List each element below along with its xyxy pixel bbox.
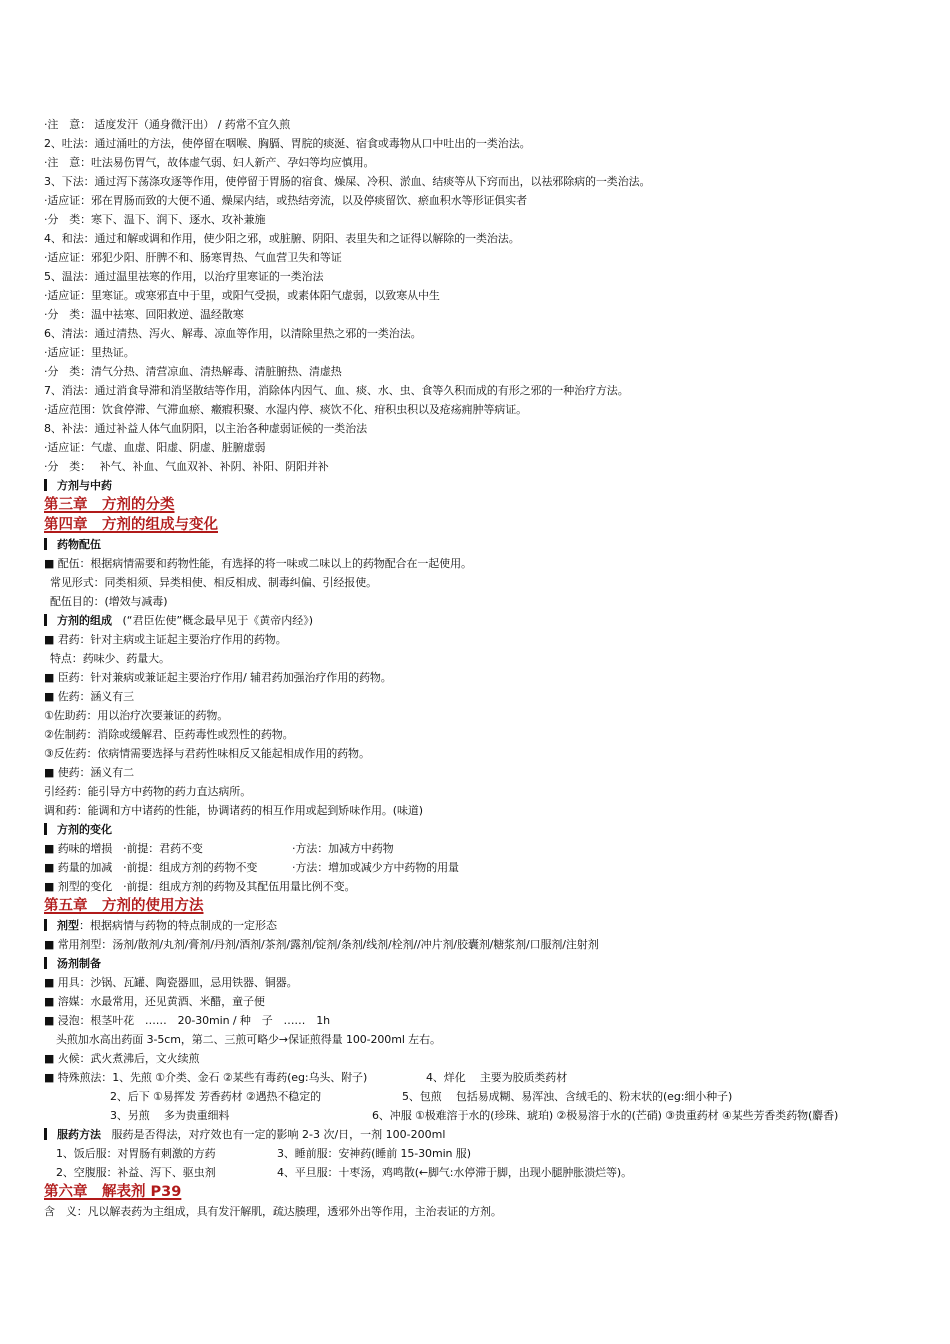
section-bar xyxy=(44,823,47,835)
text-col: 6、冲服 ①极难溶于水的(珍珠、琥珀) ②极易溶于水的(芒硝) ③贵重药材 ④某些芳香类药物(麝香) xyxy=(372,1109,839,1122)
text-col: 1、饭后服：对胃肠有刺激的方药 xyxy=(56,1147,216,1160)
text-col: 4、平旦服：十枣汤，鸡鸣散(←脚气:水停滞于脚，出现小腿肿胀溃烂等)。 xyxy=(277,1166,633,1179)
text-line: ■ 浸泡：根茎叶花 …… 20-30min / 种 子 …… 1h xyxy=(44,1014,330,1027)
section-bar xyxy=(44,614,47,626)
text-line: ·分 类：温中祛寒、回阳救逆、温经散寒 xyxy=(44,308,244,321)
text-line xyxy=(44,1144,914,1163)
text-line: ■ 常用剂型：汤剂/散剂/丸剂/膏剂/丹剂/酒剂/茶剂/露剂/锭剂/条剂/线剂/栓剂//冲片剂/胶囊剂/糖浆剂/口服剂/注射剂 xyxy=(44,938,599,951)
section-note: 服药是否得法，对疗效也有一定的影响 2-3 次/日，一剂 100-200ml xyxy=(111,1128,446,1141)
text-line: ·分 类：清气分热、清营凉血、清热解毒、清脏腑热、清虚热 xyxy=(44,365,342,378)
section-title: 方剂的变化 xyxy=(57,823,112,836)
text-line: 含 义：凡以解表药为主组成，具有发汗解肌，疏达腠理，透邪外出等作用，主治表证的方剂。 xyxy=(44,1205,502,1218)
text-line: 头煎加水高出药面 3-5cm，第二、三煎可略少→保证煎得量 100-200ml 左右。 xyxy=(56,1033,441,1046)
section-heading xyxy=(44,954,914,973)
text-line: 配伍目的：(增效与减毒) xyxy=(50,595,168,608)
section-bar xyxy=(44,1128,47,1140)
text-line: ·适应证：里热证。 xyxy=(44,346,135,359)
chapter-title: 第三章 方剂的分类 xyxy=(44,497,175,513)
text-line xyxy=(44,1068,914,1087)
text-col: 4、烊化 主要为胶质类药材 xyxy=(426,1071,568,1084)
text-line: 5、温法：通过温里祛寒的作用，以治疗里寒证的一类治法 xyxy=(44,270,324,283)
text-col: 2、空腹服：补益、泻下、驱虫剂 xyxy=(56,1166,216,1179)
section-heading xyxy=(44,1125,914,1144)
text-col: ■ 药量的加减 ·前提：组成方剂的药物不变 xyxy=(44,861,258,874)
text-line: ②佐制药：消除或缓解君、臣药毒性或烈性的药物。 xyxy=(44,728,294,741)
text-col: ■ 特殊煎法：1、先煎 ①介类、金石 ②某些有毒药(eg:乌头、附子) xyxy=(44,1071,368,1084)
section-bar xyxy=(44,538,47,550)
text-line: ③反佐药：依病情需要选择与君药性味相反又能起相成作用的药物。 xyxy=(44,747,370,760)
section-heading xyxy=(44,820,914,839)
section-title: 方剂的组成 xyxy=(57,614,112,627)
text-line: 引经药：能引导方中药物的药力直达病所。 xyxy=(44,785,252,798)
text-line: 特点：药味少、药量大。 xyxy=(50,652,170,665)
text-line: ·注 意： 适度发汗（通身微汗出） / 药常不宜久煎 xyxy=(44,118,291,131)
text-line: ■ 君药：针对主病或主证起主要治疗作用的药物。 xyxy=(44,633,287,646)
text-line: ·分 类：寒下、温下、润下、逐水、攻补兼施 xyxy=(44,213,266,226)
text-line xyxy=(44,858,914,877)
text-line: ■ 用具：沙锅、瓦罐、陶瓷器皿，忌用铁器、铜器。 xyxy=(44,976,298,989)
chapter-title: 第五章 方剂的使用方法 xyxy=(44,898,204,914)
text-line: 4、和法：通过和解或调和作用，使少阳之邪，或脏腑、阴阳、表里失和之证得以解除的一类治法。 xyxy=(44,232,520,245)
text-col: 3、另煎 多为贵重细料 xyxy=(110,1109,230,1122)
section-bar xyxy=(44,957,47,969)
section-note: (“君臣佐使”概念最早见于《黄帝内经》) xyxy=(122,614,313,627)
text-line: ·分 类： 补气、补血、气血双补、补阴、补阳、阴阳并补 xyxy=(44,460,329,473)
text-line: ■ 佐药：涵义有三 xyxy=(44,690,134,703)
text-line: ■ 使药：涵义有二 xyxy=(44,766,134,779)
text-line: ·注 意：吐法易伤胃气，故体虚气弱、妇人新产、孕妇等均应慎用。 xyxy=(44,156,375,169)
text-line: ·适应证：邪在胃肠而致的大便不通、燥屎内结，或热结旁流，以及停痰留饮、瘀血积水等形证俱实者 xyxy=(44,194,527,207)
section-note: ：根据病情与药物的特点制成的一定形态 xyxy=(79,919,277,932)
text-col: 2、后下 ①易挥发 芳香药材 ②遇热不稳定的 xyxy=(110,1090,322,1103)
section-heading xyxy=(44,476,914,495)
section-heading xyxy=(44,611,914,630)
document-body xyxy=(44,115,914,1221)
chapter-title: 第六章 解表剂 P39 xyxy=(44,1184,182,1200)
section-heading xyxy=(44,916,914,935)
section-title: 剂型 xyxy=(57,919,79,932)
text-line: ■ 配伍：根据病情需要和药物性能，有选择的将一味或二味以上的药物配合在一起使用。 xyxy=(44,557,472,570)
section-bar xyxy=(44,479,47,491)
section-title: 服药方法 xyxy=(57,1128,101,1141)
text-line: 7、消法：通过消食导滞和消坚散结等作用，消除体内因气、血、痰、水、虫、食等久积而成的有形之邪的一种治疗方法。 xyxy=(44,384,629,397)
text-line: ■ 溶媒：水最常用，还见黄酒、米醋，童子便 xyxy=(44,995,265,1008)
section-title: 药物配伍 xyxy=(57,538,101,551)
text-line: ■ 臣药：针对兼病或兼证起主要治疗作用/ 辅君药加强治疗作用的药物。 xyxy=(44,671,392,684)
text-line: ■ 剂型的变化 ·前提：组成方剂的药物及其配伍用量比例不变。 xyxy=(44,880,356,893)
text-line xyxy=(44,1087,914,1106)
section-title: 汤剂制备 xyxy=(57,957,101,970)
text-line: ·适应证：里寒证。或寒邪直中于里，或阳气受损，或素体阳气虚弱，以致寒从中生 xyxy=(44,289,440,302)
text-line: ①佐助药：用以治疗次要兼证的药物。 xyxy=(44,709,229,722)
chapter-title: 第四章 方剂的组成与变化 xyxy=(44,517,218,533)
text-col: ·方法：增加或减少方中药物的用量 xyxy=(292,861,459,874)
text-line: 6、清法：通过清热、泻火、解毒、凉血等作用，以清除里热之邪的一类治法。 xyxy=(44,327,422,340)
text-line: 2、吐法：通过涌吐的方法，使停留在咽喉、胸膈、胃脘的痰涎、宿食或毒物从口中吐出的一类治法。 xyxy=(44,137,531,150)
text-col: 3、睡前服：安神药(睡前 15-30min 服) xyxy=(277,1147,471,1160)
text-line: 8、补法：通过补益人体气血阴阳，以主治各种虚弱证候的一类治法 xyxy=(44,422,367,435)
text-col: ·方法：加减方中药物 xyxy=(292,842,394,855)
section-heading xyxy=(44,535,914,554)
text-col: 5、包煎 包括易成糊、易浑浊、含绒毛的、粉末状的(eg:细小种子) xyxy=(402,1090,733,1103)
text-line xyxy=(44,839,914,858)
text-line: 调和药：能调和方中诸药的性能，协调诸药的相互作用或起到矫味作用。(味道) xyxy=(44,804,423,817)
text-line xyxy=(44,1163,914,1182)
text-line: ■ 火候：武火煮沸后，文火续煎 xyxy=(44,1052,200,1065)
section-title: 方剂与中药 xyxy=(57,479,112,492)
text-col: ■ 药味的增损 ·前提：君药不变 xyxy=(44,842,203,855)
text-line xyxy=(44,1106,914,1125)
text-line: ·适应证：邪犯少阳、肝脾不和、肠寒胃热、气血营卫失和等证 xyxy=(44,251,342,264)
text-line: 3、下法：通过泻下荡涤攻逐等作用，使停留于胃肠的宿食、燥屎、冷积、淤血、结痰等从下窍而出，以祛邪除病的一类治法。 xyxy=(44,175,651,188)
text-line: 常见形式：同类相须、异类相使、相反相成、制毒纠偏、引经报使。 xyxy=(50,576,377,589)
section-bar xyxy=(44,919,47,931)
text-line: ·适应范围：饮食停滞、气滞血瘀、癥瘕积聚、水湿内停、痰饮不化、疳积虫积以及疮疡痈肿等病证。 xyxy=(44,403,527,416)
text-line: ·适应证：气虚、血虚、阳虚、阴虚、脏腑虚弱 xyxy=(44,441,266,454)
